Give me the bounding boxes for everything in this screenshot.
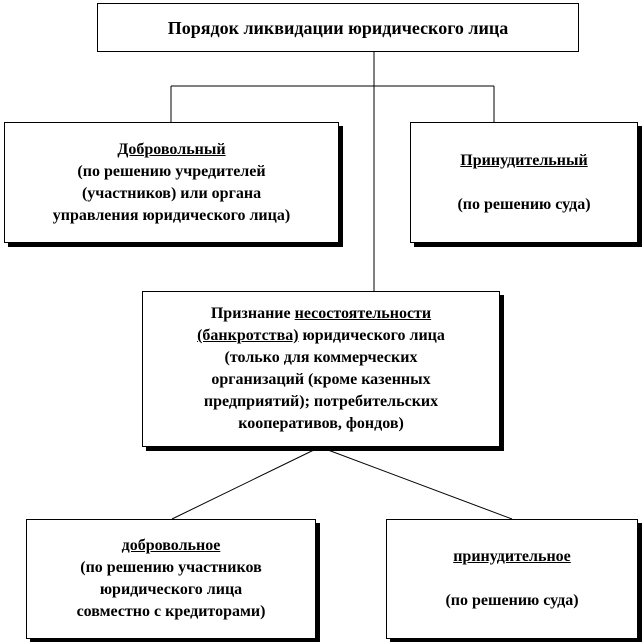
bankruptcy-voluntary-heading: добровольное xyxy=(121,537,221,554)
connector-to-bankruptcy-voluntary xyxy=(172,447,320,519)
bankruptcy-forced-heading: принудительное xyxy=(453,548,571,565)
voluntary-liquidation-box xyxy=(4,122,339,243)
diagram-title-box xyxy=(97,3,579,52)
diagram-title: Порядок ликвидации юридического лица xyxy=(167,17,509,38)
voluntary-line-3: управления юридического лица) xyxy=(52,206,291,224)
bankruptcy-voluntary-line-3: совместно с кредиторами) xyxy=(76,603,266,620)
voluntary-heading: Добровольный xyxy=(117,140,226,158)
bankruptcy-prefix: Признание xyxy=(210,305,295,322)
forced-liquidation-box xyxy=(410,122,638,243)
voluntary-line-1: (по решению учредителей xyxy=(77,162,266,180)
voluntary-line-2: (участников) или органа xyxy=(81,184,262,202)
bankruptcy-voluntary-box xyxy=(26,519,316,639)
bankruptcy-line-3: предприятий); потребительских xyxy=(203,393,439,410)
bankruptcy-voluntary-line-1: (по решению участников xyxy=(80,559,262,576)
bankruptcy-line-2: организаций (кроме казенных xyxy=(211,371,431,388)
bankruptcy-forced-box xyxy=(386,519,638,639)
bankruptcy-heading-part2: (банкротства) xyxy=(197,327,299,344)
bankruptcy-heading-part1: несостоятельности xyxy=(294,305,432,322)
bankruptcy-line-1: (только для коммерческих xyxy=(224,349,418,366)
forced-heading: Принудительный xyxy=(460,151,588,169)
bankruptcy-voluntary-line-2: юридического лица xyxy=(99,581,243,598)
bankruptcy-suffix: юридического лица xyxy=(298,327,445,344)
bankruptcy-heading-line-1 xyxy=(211,303,431,325)
bankruptcy-box xyxy=(142,291,500,447)
bankruptcy-line-4: кооперативов, фондов) xyxy=(238,415,404,432)
forced-line-1: (по решению суда) xyxy=(457,195,591,213)
bankruptcy-forced-line-1: (по решению суда) xyxy=(445,592,579,609)
connector-to-bankruptcy-forced xyxy=(320,447,512,519)
bankruptcy-heading-line-2 xyxy=(197,325,445,347)
